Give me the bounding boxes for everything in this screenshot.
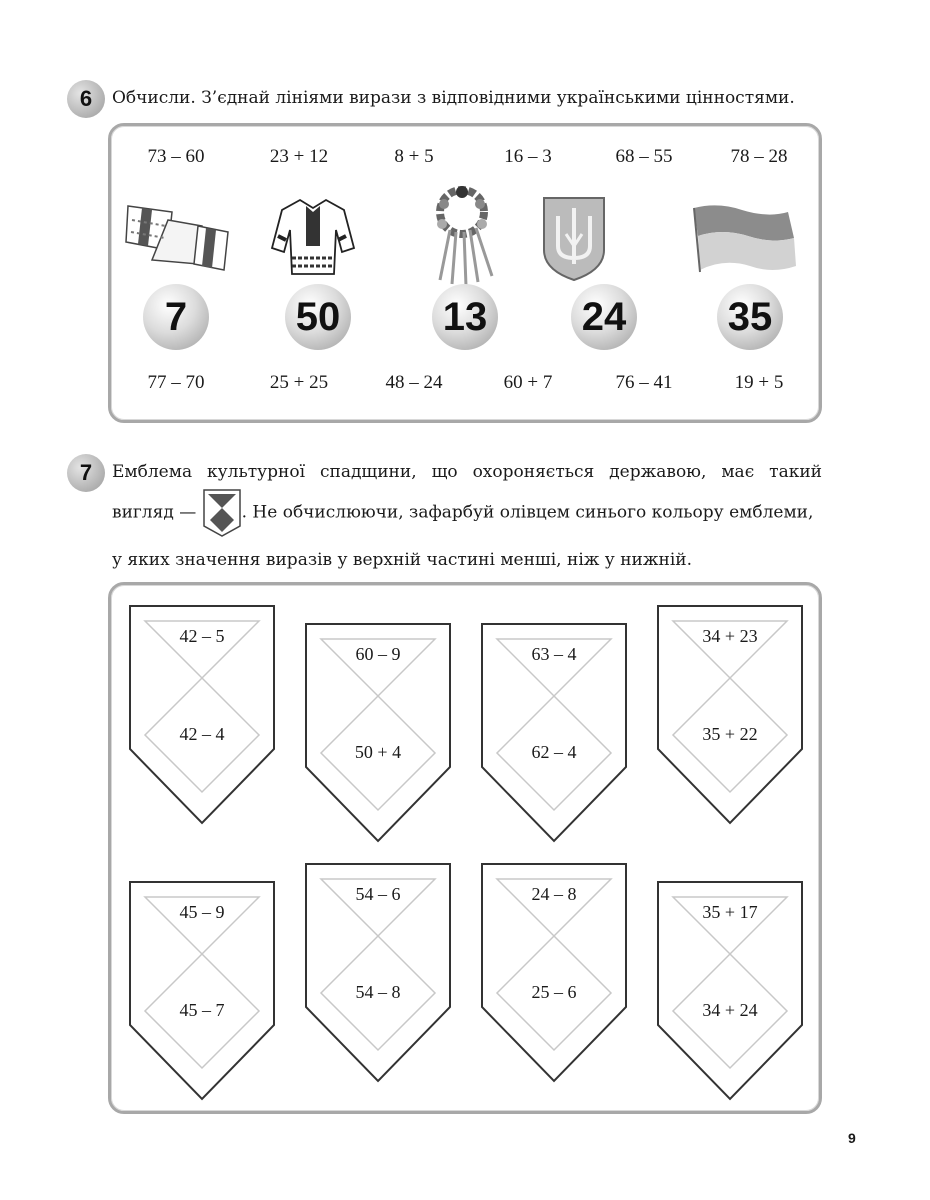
emblem-shield[interactable] — [305, 863, 451, 1083]
task-6-instruction: Обчисли. З’єднай лініями вирази з відповідними українськими цінностями. — [112, 88, 795, 108]
emblem-shield[interactable] — [305, 623, 451, 843]
vyshyvanka-icon — [270, 196, 356, 278]
bottom-expression: 48 – 24 — [385, 372, 443, 393]
shield-bottom-expression: 54 – 8 — [355, 982, 401, 1002]
shield-bottom-expression: 45 – 7 — [179, 1000, 225, 1020]
bottom-expression: 77 – 70 — [147, 372, 205, 393]
shield-bottom-expression: 42 – 4 — [179, 724, 225, 744]
emblem-shield[interactable] — [481, 863, 627, 1083]
shield-bottom-expression: 62 – 4 — [531, 742, 577, 762]
shield-top-expression: 45 – 9 — [179, 902, 225, 922]
value-ball: 24 — [571, 284, 637, 350]
task-7-line-2-start: вигляд — — [112, 502, 197, 523]
rushnyk-icon — [122, 198, 232, 276]
task-7-line-2 — [112, 488, 813, 538]
top-expression: 68 – 55 — [615, 146, 673, 167]
task-7-line-1: Емблема культурної спадщини, що охороняється державою, має такий — [112, 462, 822, 482]
emblem-shield[interactable] — [129, 881, 275, 1101]
shield-top-expression: 34 + 23 — [702, 626, 758, 646]
task-7-number: 7 — [67, 454, 105, 492]
flag-icon — [692, 204, 798, 276]
bottom-expression: 60 + 7 — [503, 372, 553, 393]
top-expression: 16 – 3 — [504, 146, 552, 167]
value-ball: 35 — [717, 284, 783, 350]
trident-coat-of-arms-icon — [540, 194, 608, 282]
shield-top-expression: 24 – 8 — [531, 884, 577, 904]
value-ball: 13 — [432, 284, 498, 350]
shield-bottom-expression: 34 + 24 — [702, 1000, 758, 1020]
task-7-line-2-end: . Не обчислюючи, зафарбуй олівцем синього кольору емблеми, — [241, 502, 814, 523]
emblem-shield[interactable] — [657, 605, 803, 825]
top-expression: 23 + 12 — [269, 146, 329, 167]
emblem-shield[interactable] — [129, 605, 275, 825]
page-number: 9 — [848, 1130, 856, 1146]
top-expression: 8 + 5 — [394, 146, 434, 167]
bottom-expression: 76 – 41 — [615, 372, 673, 393]
value-ball: 7 — [143, 284, 209, 350]
shield-top-expression: 60 – 9 — [355, 644, 401, 664]
shield-top-expression: 63 – 4 — [531, 644, 577, 664]
bottom-expression: 19 + 5 — [734, 372, 784, 393]
task-6-number: 6 — [67, 80, 105, 118]
top-expression: 78 – 28 — [730, 146, 788, 167]
emblem-shield[interactable] — [657, 881, 803, 1101]
heritage-emblem-icon — [202, 488, 242, 538]
value-ball: 50 — [285, 284, 351, 350]
shield-top-expression: 54 – 6 — [355, 884, 401, 904]
shield-top-expression: 35 + 17 — [702, 902, 758, 922]
wreath-icon — [422, 184, 506, 288]
task-7-line-3: у яких значення виразів у верхній частині менші, ніж у нижній. — [112, 550, 693, 570]
top-expression: 73 – 60 — [147, 146, 205, 167]
shield-bottom-expression: 35 + 22 — [702, 724, 758, 744]
bottom-expression: 25 + 25 — [269, 372, 329, 393]
shield-bottom-expression: 25 – 6 — [531, 982, 577, 1002]
shield-bottom-expression: 50 + 4 — [354, 742, 402, 762]
emblem-shield[interactable] — [481, 623, 627, 843]
shield-top-expression: 42 – 5 — [179, 626, 225, 646]
